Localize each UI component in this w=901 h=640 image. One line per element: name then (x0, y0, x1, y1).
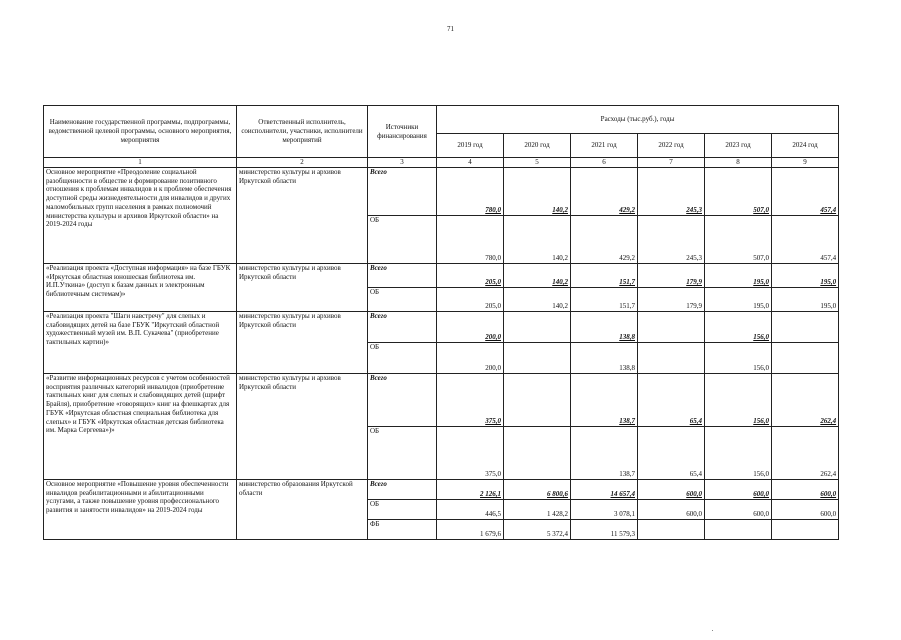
value-cell: 179,9 (638, 287, 705, 311)
activity-name: «Развитие информационных ресурсов с учетом особенностей восприятия различных категорий инвалидов (приобретение тактильных книг для слепых и слабовидящих детей (шрифт Брайля), приобретение «говорящих» книг на флешкартах для ГБУК «Иркутская областная специальная библиотека для слепых» и ГБУК «Иркутская областная детская библиотека им. Марка Сергеева»)» (44, 373, 237, 479)
value-cell (638, 311, 705, 342)
value-cell: 245,3 (638, 215, 705, 263)
value-cell: 600,0 (772, 499, 839, 519)
value-cell: 156,0 (705, 426, 772, 479)
table-row (44, 263, 839, 287)
value-cell: 600,0 (705, 499, 772, 519)
value-cell: 429,2 (571, 215, 638, 263)
value-cell: 138,7 (571, 373, 638, 426)
header-expenses: Расходы (тыс.руб.), годы (437, 106, 839, 134)
value-cell (504, 342, 571, 373)
value-cell: 156,0 (705, 342, 772, 373)
executor: министерство культуры и архивов Иркутской области (237, 311, 368, 373)
source-label: ОБ (368, 287, 437, 311)
activity-name: Основное мероприятие «Преодоление социальной разобщенности в обществе и формирование позитивного отношения к проблемам инвалидов и к проблеме обеспечения доступной среды жизнедеятельности для инвалидов и других маломобильных групп населения в рамках полномочий министерства культуры и архивов Иркутской области» на 2019-2024 годы (44, 167, 237, 263)
value-cell: 1 679,6 (437, 519, 504, 539)
source-label: ОБ (368, 342, 437, 373)
table-row (44, 167, 839, 215)
value-cell: 14 657,4 (571, 479, 638, 499)
column-number: 3 (368, 158, 437, 168)
executor: министерство культуры и архивов Иркутской области (237, 167, 368, 263)
value-cell (638, 342, 705, 373)
value-cell: 780,0 (437, 215, 504, 263)
value-cell (772, 311, 839, 342)
source-label: Всего (368, 373, 437, 426)
source-label: ОБ (368, 215, 437, 263)
value-cell: 65,4 (638, 426, 705, 479)
column-number: 7 (638, 158, 705, 168)
value-cell: 600,0 (638, 479, 705, 499)
value-cell (772, 519, 839, 539)
value-cell: 375,0 (437, 373, 504, 426)
header-year: 2020 год (504, 134, 571, 158)
value-cell: 5 372,4 (504, 519, 571, 539)
value-cell: 507,0 (705, 167, 772, 215)
value-cell: 140,2 (504, 287, 571, 311)
value-cell: 245,3 (638, 167, 705, 215)
column-number: 4 (437, 158, 504, 168)
value-cell: 262,4 (772, 373, 839, 426)
budget-table (43, 105, 839, 540)
value-cell: 600,0 (705, 479, 772, 499)
value-cell: 507,0 (705, 215, 772, 263)
header-year: 2019 год (437, 134, 504, 158)
value-cell: 156,0 (705, 373, 772, 426)
value-cell (638, 519, 705, 539)
value-cell: 140,2 (504, 215, 571, 263)
header-name: Наименование государственной программы, подпрограммы, ведомственной целевой программы, основного мероприятия, мероприятия (44, 106, 237, 158)
value-cell: 205,0 (437, 263, 504, 287)
value-cell: 195,0 (772, 287, 839, 311)
activity-name: «Реализация проекта «Доступная информация» на базе ГБУК «Иркутская областная юношеская библиотека им. И.П.Уткина» (доступ к базам данных и электронным библиотечным системам)» (44, 263, 237, 311)
value-cell (772, 342, 839, 373)
value-cell: 195,0 (772, 263, 839, 287)
value-cell: 65,4 (638, 373, 705, 426)
column-number: 5 (504, 158, 571, 168)
value-cell: 200,0 (437, 342, 504, 373)
table-row (44, 373, 839, 426)
value-cell: 1 428,2 (504, 499, 571, 519)
header-source: Источники финансирования (368, 106, 437, 158)
scan-speck (712, 630, 713, 631)
value-cell: 600,0 (638, 499, 705, 519)
header-year: 2021 год (571, 134, 638, 158)
value-cell: 151,7 (571, 287, 638, 311)
column-number: 9 (772, 158, 839, 168)
header-year: 2023 год (705, 134, 772, 158)
table-row (44, 479, 839, 499)
source-label: Всего (368, 167, 437, 215)
executor: министерство культуры и архивов Иркутской области (237, 373, 368, 479)
value-cell: 156,0 (705, 311, 772, 342)
table-row (44, 311, 839, 342)
value-cell: 195,0 (705, 263, 772, 287)
value-cell: 195,0 (705, 287, 772, 311)
value-cell: 780,0 (437, 167, 504, 215)
value-cell: 200,0 (437, 311, 504, 342)
value-cell: 138,7 (571, 426, 638, 479)
value-cell: 2 126,1 (437, 479, 504, 499)
value-cell: 375,0 (437, 426, 504, 479)
executor: министерство культуры и архивов Иркутской области (237, 263, 368, 311)
activity-name: «Реализация проекта "Шаги навстречу" для слепых и слабовидящих детей на базе ГБУК "Иркутский областной художественный музей им. В.П. Сукачева" (приобретение тактильных картин)» (44, 311, 237, 373)
source-label: ФБ (368, 519, 437, 539)
header-year: 2024 год (772, 134, 839, 158)
value-cell: 179,9 (638, 263, 705, 287)
value-cell: 11 579,3 (571, 519, 638, 539)
value-cell: 140,2 (504, 167, 571, 215)
source-label: Всего (368, 263, 437, 287)
value-cell (705, 519, 772, 539)
page-number: 71 (447, 25, 454, 33)
value-cell: 262,4 (772, 426, 839, 479)
value-cell: 446,5 (437, 499, 504, 519)
value-cell: 3 078,1 (571, 499, 638, 519)
value-cell: 140,2 (504, 263, 571, 287)
value-cell: 151,7 (571, 263, 638, 287)
value-cell (504, 426, 571, 479)
activity-name: Основное мероприятие «Повышение уровня обеспеченности инвалидов реабилитационными и абилитационными услугами, а также повышение уровня профессионального развития и занятости инвалидов» на 2019-2024 годы (44, 479, 237, 539)
value-cell: 205,0 (437, 287, 504, 311)
value-cell: 138,8 (571, 311, 638, 342)
value-cell: 138,8 (571, 342, 638, 373)
column-number: 2 (237, 158, 368, 168)
value-cell (504, 373, 571, 426)
source-label: Всего (368, 479, 437, 499)
source-label: Всего (368, 311, 437, 342)
column-number: 1 (44, 158, 237, 168)
source-label: ОБ (368, 499, 437, 519)
source-label: ОБ (368, 426, 437, 479)
header-executor: Ответственный исполнитель, соисполнители, участники, исполнители мероприятий (237, 106, 368, 158)
column-number: 6 (571, 158, 638, 168)
column-number: 8 (705, 158, 772, 168)
value-cell: 600,0 (772, 479, 839, 499)
value-cell (504, 311, 571, 342)
value-cell: 6 800,6 (504, 479, 571, 499)
value-cell: 457,4 (772, 215, 839, 263)
header-year: 2022 год (638, 134, 705, 158)
executor: министерство образования Иркутской области (237, 479, 368, 539)
value-cell: 429,2 (571, 167, 638, 215)
value-cell: 457,4 (772, 167, 839, 215)
